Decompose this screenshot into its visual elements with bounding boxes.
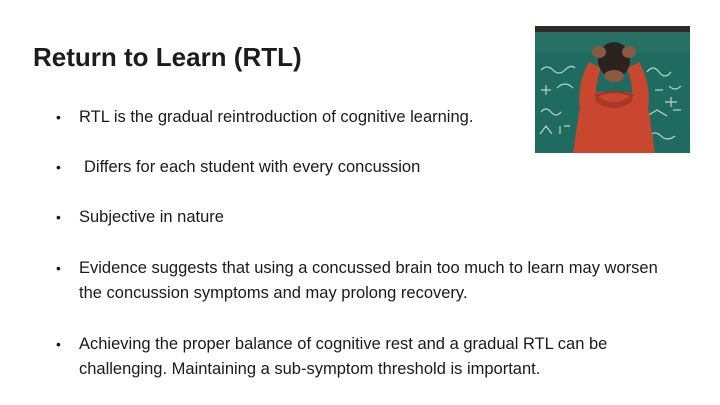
bullet-text: Evidence suggests that using a concussed brain too much to learn may worsen the concussion symptoms and may prolong recovery. [79, 259, 658, 302]
bullet-marker: • [56, 109, 61, 125]
bullet-marker: • [56, 260, 61, 276]
bullet-marker: • [56, 159, 61, 175]
bullet-text: Differs for each student with every concussion [84, 158, 421, 176]
slide-title: Return to Learn (RTL) [33, 42, 302, 72]
bullet-marker: • [56, 209, 61, 225]
student-chalkboard-photo [535, 26, 690, 153]
bullet-text: RTL is the gradual reintroduction of cognitive learning. [79, 108, 474, 126]
bullet-text: Achieving the proper balance of cognitive rest and a gradual RTL can be challenging. Maintaining a sub-symptom threshold is important. [79, 335, 608, 378]
bullet-text: Subjective in nature [79, 208, 224, 226]
bullet-marker: • [56, 336, 61, 352]
